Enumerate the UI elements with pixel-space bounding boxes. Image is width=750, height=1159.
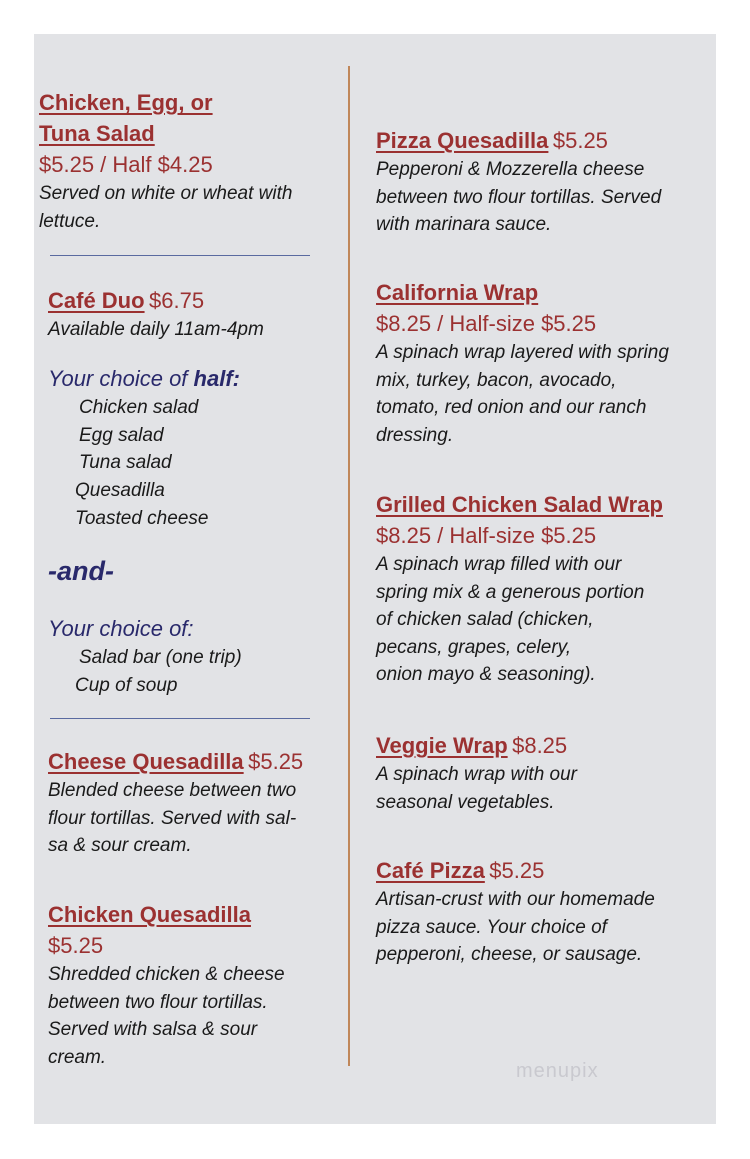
half-option: Tuna salad — [79, 452, 172, 473]
half-choice-heading — [48, 364, 240, 394]
item-cafe-pizza-desc-3: pepperoni, cheese, or sausage. — [376, 944, 643, 966]
item-veggie-wrap-desc-2: seasonal vegetables. — [376, 791, 555, 813]
item-duo — [48, 285, 264, 344]
and-separator: -and- — [48, 556, 114, 586]
item-cafe-pizza-desc-2: pizza sauce. Your choice of — [376, 916, 607, 938]
item-california-wrap — [376, 277, 669, 449]
item-cheese-quesadilla-desc-3: sa & sour cream. — [48, 835, 192, 857]
item-cheese-quesadilla-title: Cheese Quesadilla — [48, 749, 244, 774]
item-california-wrap-desc-2: mix, turkey, bacon, avocado, — [376, 369, 617, 391]
item-cafe-pizza-title: Café Pizza — [376, 858, 485, 883]
item-cafe-pizza-price: $5.25 — [489, 858, 545, 883]
choice-option: Salad bar (one trip) — [79, 647, 242, 668]
choice-of-heading: Your choice of: — [48, 616, 194, 641]
column-divider — [348, 66, 350, 1066]
item-chicken-quesadilla-desc-3: Served with salsa & sour — [48, 1019, 258, 1041]
item-pizza-quesadilla-title: Pizza Quesadilla — [376, 128, 549, 153]
item-salad-desc-2: lettuce. — [39, 210, 101, 232]
item-salad-price: $5.25 / Half $4.25 — [39, 152, 213, 177]
half-option: Chicken salad — [79, 397, 199, 418]
item-chicken-quesadilla-desc-4: cream. — [48, 1046, 107, 1068]
item-duo-price: $6.75 — [149, 288, 205, 313]
item-veggie-wrap-desc-1: A spinach wrap with our — [376, 764, 578, 785]
item-salad-desc-1: Served on white or wheat with — [39, 183, 293, 204]
item-duo-availability: Available daily 11am-4pm — [48, 319, 264, 340]
item-chicken-quesadilla-desc-1: Shredded chicken & cheese — [48, 964, 285, 985]
half-option: Egg salad — [79, 425, 164, 446]
item-grilled-chicken-wrap-price: $8.25 / Half-size $5.25 — [376, 523, 597, 548]
section-rule — [50, 718, 310, 719]
item-chicken-quesadilla-price: $5.25 — [48, 933, 104, 958]
item-pizza-quesadilla-desc-1: Pepperoni & Mozzerella cheese — [376, 159, 645, 180]
item-grilled-chicken-wrap-desc-2: spring mix & a generous portion — [376, 581, 645, 603]
item-cheese-quesadilla-desc-2: flour tortillas. Served with sal- — [48, 807, 297, 829]
item-grilled-chicken-wrap-desc-5: onion mayo & seasoning). — [376, 664, 596, 686]
item-california-wrap-desc-4: dressing. — [376, 424, 454, 446]
menupix-watermark: menupix — [516, 1060, 599, 1082]
item-cafe-pizza — [376, 855, 655, 969]
item-cheese-quesadilla-desc-1: Blended cheese between two — [48, 780, 297, 801]
half-choice-bold: half: — [193, 366, 240, 391]
item-cheese-quesadilla-price: $5.25 — [248, 749, 304, 774]
item-veggie-wrap-price: $8.25 — [512, 733, 568, 758]
item-cafe-pizza-desc-1: Artisan-crust with our homemade — [376, 889, 655, 910]
section-rule — [50, 255, 310, 256]
item-chicken-quesadilla-title: Chicken Quesadilla — [48, 902, 251, 927]
item-veggie-wrap-title: Veggie Wrap — [376, 733, 508, 758]
item-grilled-chicken-wrap-title: Grilled Chicken Salad Wrap — [376, 492, 663, 517]
choice-option: Cup of soup — [75, 675, 178, 696]
item-grilled-chicken-wrap-desc-1: A spinach wrap filled with our — [376, 554, 622, 575]
item-salad-title-1: Chicken, Egg, or — [39, 90, 213, 115]
item-chicken-quesadilla-desc-2: between two flour tortillas. — [48, 991, 268, 1013]
item-salad-title-2: Tuna Salad — [39, 121, 155, 146]
item-salad — [39, 87, 292, 235]
item-pizza-quesadilla-desc-2: between two flour tortillas. Served — [376, 186, 662, 208]
half-choice-prefix: Your choice of — [48, 366, 194, 391]
half-option: Toasted cheese — [75, 508, 209, 529]
item-grilled-chicken-wrap — [376, 489, 663, 689]
item-chicken-quesadilla — [48, 899, 285, 1071]
item-california-wrap-price: $8.25 / Half-size $5.25 — [376, 311, 597, 336]
item-pizza-quesadilla-price: $5.25 — [552, 128, 608, 153]
item-grilled-chicken-wrap-desc-3: of chicken salad (chicken, — [376, 609, 594, 631]
item-california-wrap-title: California Wrap — [376, 280, 539, 305]
half-option: Quesadilla — [75, 480, 165, 501]
item-duo-title: Café Duo — [48, 288, 145, 313]
item-pizza-quesadilla-desc-3: with marinara sauce. — [376, 214, 552, 236]
item-pizza-quesadilla — [376, 125, 661, 239]
item-veggie-wrap — [376, 730, 577, 816]
item-california-wrap-desc-1: A spinach wrap layered with spring — [376, 342, 669, 363]
item-cheese-quesadilla — [48, 746, 303, 860]
item-california-wrap-desc-3: tomato, red onion and our ranch — [376, 397, 647, 419]
item-grilled-chicken-wrap-desc-4: pecans, grapes, celery, — [376, 636, 572, 658]
